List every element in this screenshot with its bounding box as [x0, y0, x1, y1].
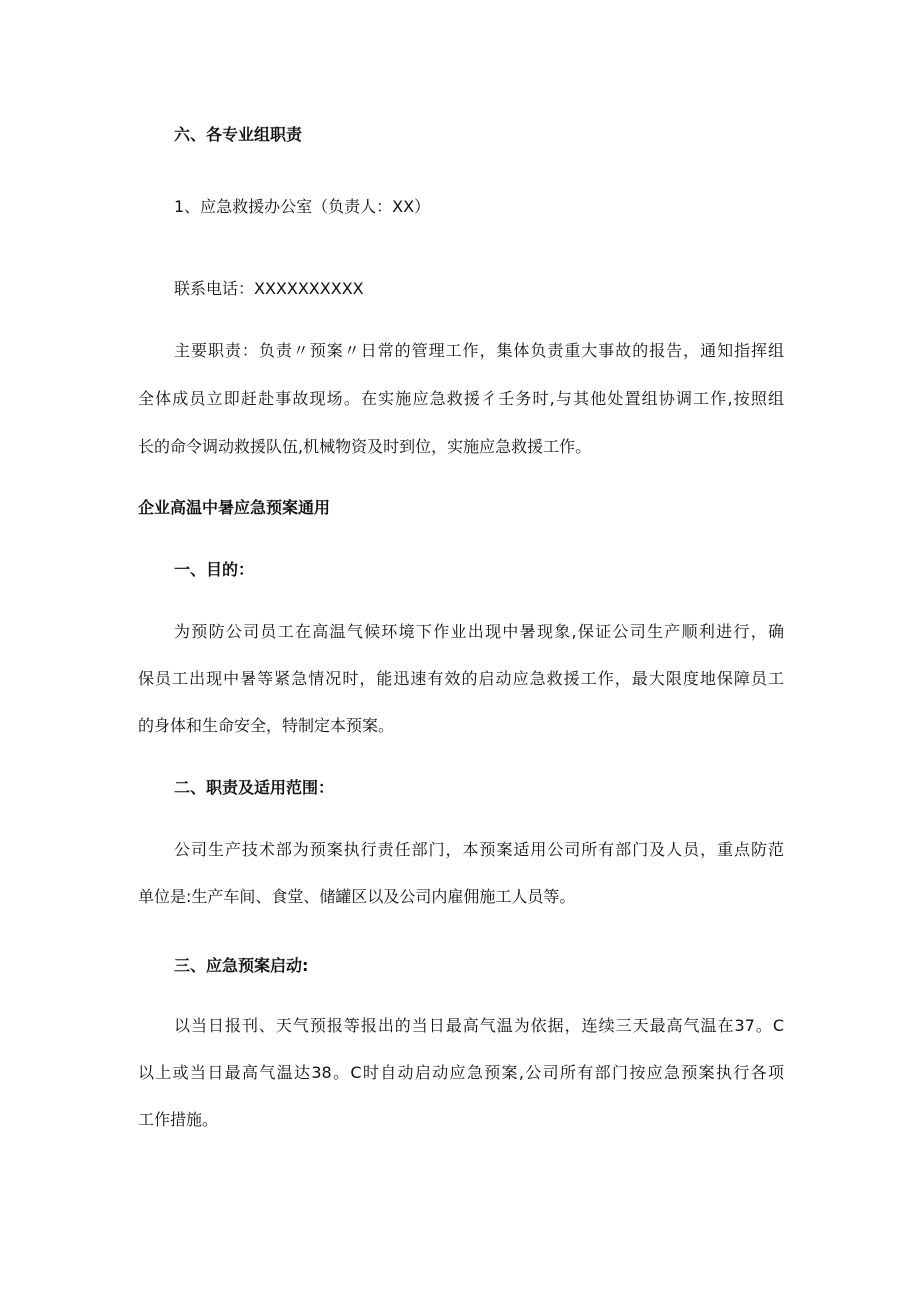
- scope-text-line-1: 公司生产技术部为预案执行责任部门，本预案适用公司所有部门及人员，重点防范: [174, 840, 784, 859]
- section6-item1: 1、应急救援办公室（负责人：XX）: [174, 197, 431, 216]
- scope-text-line-2: 单位是:生产车间、食堂、储罐区以及公司内雇佣施工人员等。: [138, 887, 576, 906]
- purpose-text-line-2: 保员工出现中暑等紧急情况时，能迅速有效的启动应急救援工作，最大限度地保障员工: [138, 669, 784, 688]
- doc-title: 企业高温中暑应急预案通用: [138, 498, 331, 517]
- section6-duties-line-1: 主要职责：负责〃预案〃日常的管理工作，集体负责重大事故的报告，通知指挥组: [174, 341, 784, 360]
- section6-phone: 联系电话：XXXXXXXXXX: [174, 279, 364, 298]
- section6-heading: 六、各专业组职责: [174, 125, 303, 144]
- purpose-text-line-3: 的身体和生命安全，特制定本预案。: [138, 716, 395, 735]
- activation-text-line-2: 以上或当日最高气温达38。C时自动启动应急预案,公司所有部门按应急预案执行各项: [138, 1063, 784, 1082]
- activation-text-line-1: 以当日报刊、天气预报等报出的当日最高气温为依据，连续三天最高气温在37。C: [174, 1016, 784, 1035]
- section6-duties-line-3: 长的命令调动救援队伍,机械物资及时到位，实施应急救援工作。: [138, 437, 592, 456]
- activation-heading: 三、应急预案启动:: [174, 956, 309, 975]
- purpose-heading: 一、目的：: [174, 560, 255, 579]
- purpose-text-line-1: 为预防公司员工在高温气候环境下作业出现中暑现象,保证公司生产顺利进行，确: [174, 622, 784, 641]
- scope-heading: 二、职责及适用范围：: [174, 778, 335, 797]
- section6-duties-line-2: 全体成员立即赶赴事故现场。在实施应急救援彳壬务时,与其他处置组协调工作,按照组: [138, 389, 784, 408]
- activation-text-line-3: 工作措施。: [138, 1110, 219, 1129]
